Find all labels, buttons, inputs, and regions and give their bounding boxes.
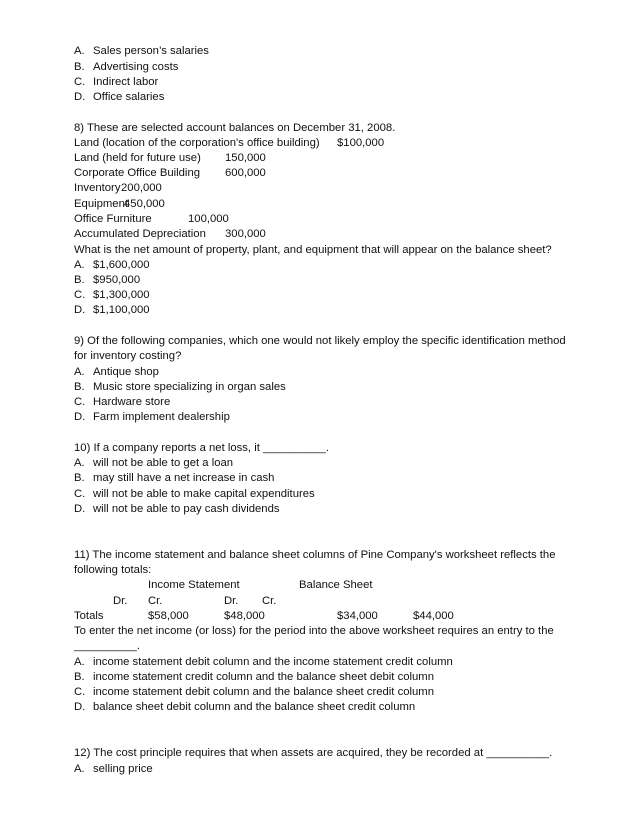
option-text: may still have a net increase in cash — [93, 472, 275, 484]
account-name: Land (held for future use) — [74, 152, 201, 164]
option-letter: A. — [74, 656, 85, 668]
account-name: Equipment — [74, 198, 129, 210]
credit-label: Cr. — [148, 595, 163, 607]
option-text: Music store specializing in organ sales — [93, 381, 286, 393]
option-letter: B. — [74, 274, 85, 286]
question-10-stem: 10) If a company reports a net loss, it __________. — [74, 442, 329, 454]
option-text: Farm implement dealership — [93, 411, 230, 423]
account-value: 100,000 — [188, 213, 229, 225]
option-text: $1,100,000 — [93, 304, 150, 316]
account-value: 600,000 — [225, 167, 266, 179]
option-letter: C. — [74, 488, 86, 500]
option-letter: C. — [74, 289, 86, 301]
total-value: $58,000 — [148, 610, 189, 622]
account-name: Corporate Office Building — [74, 167, 201, 179]
option-letter: C. — [74, 76, 86, 88]
total-value: $34,000 — [337, 610, 378, 622]
worksheet-header-row — [74, 578, 474, 593]
option-text: Antique shop — [93, 366, 159, 378]
account-value: 150,000 — [225, 152, 266, 164]
option-letter: B. — [74, 61, 85, 73]
credit-label: Cr. — [262, 595, 277, 607]
option-letter: A. — [74, 763, 85, 775]
option-text: $1,600,000 — [93, 259, 150, 271]
option-text: balance sheet debit column and the balance sheet credit column — [93, 701, 416, 713]
option-letter: A. — [74, 259, 85, 271]
account-value: $100,000 — [337, 137, 385, 149]
account-name: Accumulated Depreciation — [74, 228, 206, 240]
option-text: selling price — [93, 763, 153, 775]
option-text: Hardware store — [93, 396, 171, 408]
option-text: Advertising costs — [93, 61, 179, 73]
account-value: 450,000 — [124, 198, 165, 210]
option-text: Indirect labor — [93, 76, 159, 88]
option-letter: A. — [74, 45, 85, 57]
account-name: Land (location of the corporation's office building) — [74, 137, 320, 149]
option-letter: D. — [74, 411, 86, 423]
option-text: Office salaries — [93, 91, 165, 103]
option-letter: B. — [74, 671, 85, 683]
option-text: will not be able to pay cash dividends — [93, 503, 280, 515]
option-text: will not be able to get a loan — [93, 457, 234, 469]
question-8-question: What is the net amount of property, plant, and equipment that will appear on the balance sheet? — [74, 244, 552, 256]
option-letter: C. — [74, 396, 86, 408]
option-letter: D. — [74, 701, 86, 713]
option-letter: B. — [74, 381, 85, 393]
question-11-question-cont: __________. — [74, 640, 140, 652]
question-12-stem: 12) The cost principle requires that when assets are acquired, they be recorded at __________. — [74, 747, 553, 759]
account-name: Office Furniture — [74, 213, 152, 225]
option-letter: D. — [74, 304, 86, 316]
option-text: will not be able to make capital expenditures — [93, 488, 315, 500]
account-value: 200,000 — [121, 182, 162, 194]
option-letter: A. — [74, 457, 85, 469]
question-11-question: To enter the net income (or loss) for the period into the above worksheet requires an entry to the — [74, 625, 554, 637]
option-text: $950,000 — [93, 274, 141, 286]
option-letter: C. — [74, 686, 86, 698]
option-letter: A. — [74, 366, 85, 378]
question-9-stem-cont: for inventory costing? — [74, 350, 182, 362]
question-11-stem: 11) The income statement and balance sheet columns of Pine Company's worksheet reflects the — [74, 549, 556, 561]
income-statement-header: Income Statement — [148, 579, 240, 591]
option-text: income statement debit column and the income statement credit column — [93, 656, 453, 668]
total-value: $48,000 — [224, 610, 265, 622]
option-text: income statement credit column and the balance sheet debit column — [93, 671, 434, 683]
option-text: Sales person’s salaries — [93, 45, 209, 57]
option-letter: B. — [74, 472, 85, 484]
balance-sheet-header: Balance Sheet — [299, 579, 373, 591]
totals-label: Totals — [74, 610, 104, 622]
account-value: 300,000 — [225, 228, 266, 240]
question-8-stem: 8) These are selected account balances on December 31, 2008. — [74, 122, 396, 134]
option-text: $1,300,000 — [93, 289, 150, 301]
account-name: Inventory — [74, 182, 121, 194]
question-11-stem-cont: following totals: — [74, 564, 152, 576]
option-text: income statement debit column and the balance sheet credit column — [93, 686, 434, 698]
question-9-stem: 9) Of the following companies, which one would not likely employ the specific identification method — [74, 335, 566, 347]
total-value: $44,000 — [413, 610, 454, 622]
option-letter: D. — [74, 91, 86, 103]
debit-label: Dr. — [224, 595, 239, 607]
worksheet-drcr-row — [74, 594, 474, 609]
worksheet-totals-row — [74, 609, 494, 624]
debit-label: Dr. — [113, 595, 128, 607]
option-letter: D. — [74, 503, 86, 515]
